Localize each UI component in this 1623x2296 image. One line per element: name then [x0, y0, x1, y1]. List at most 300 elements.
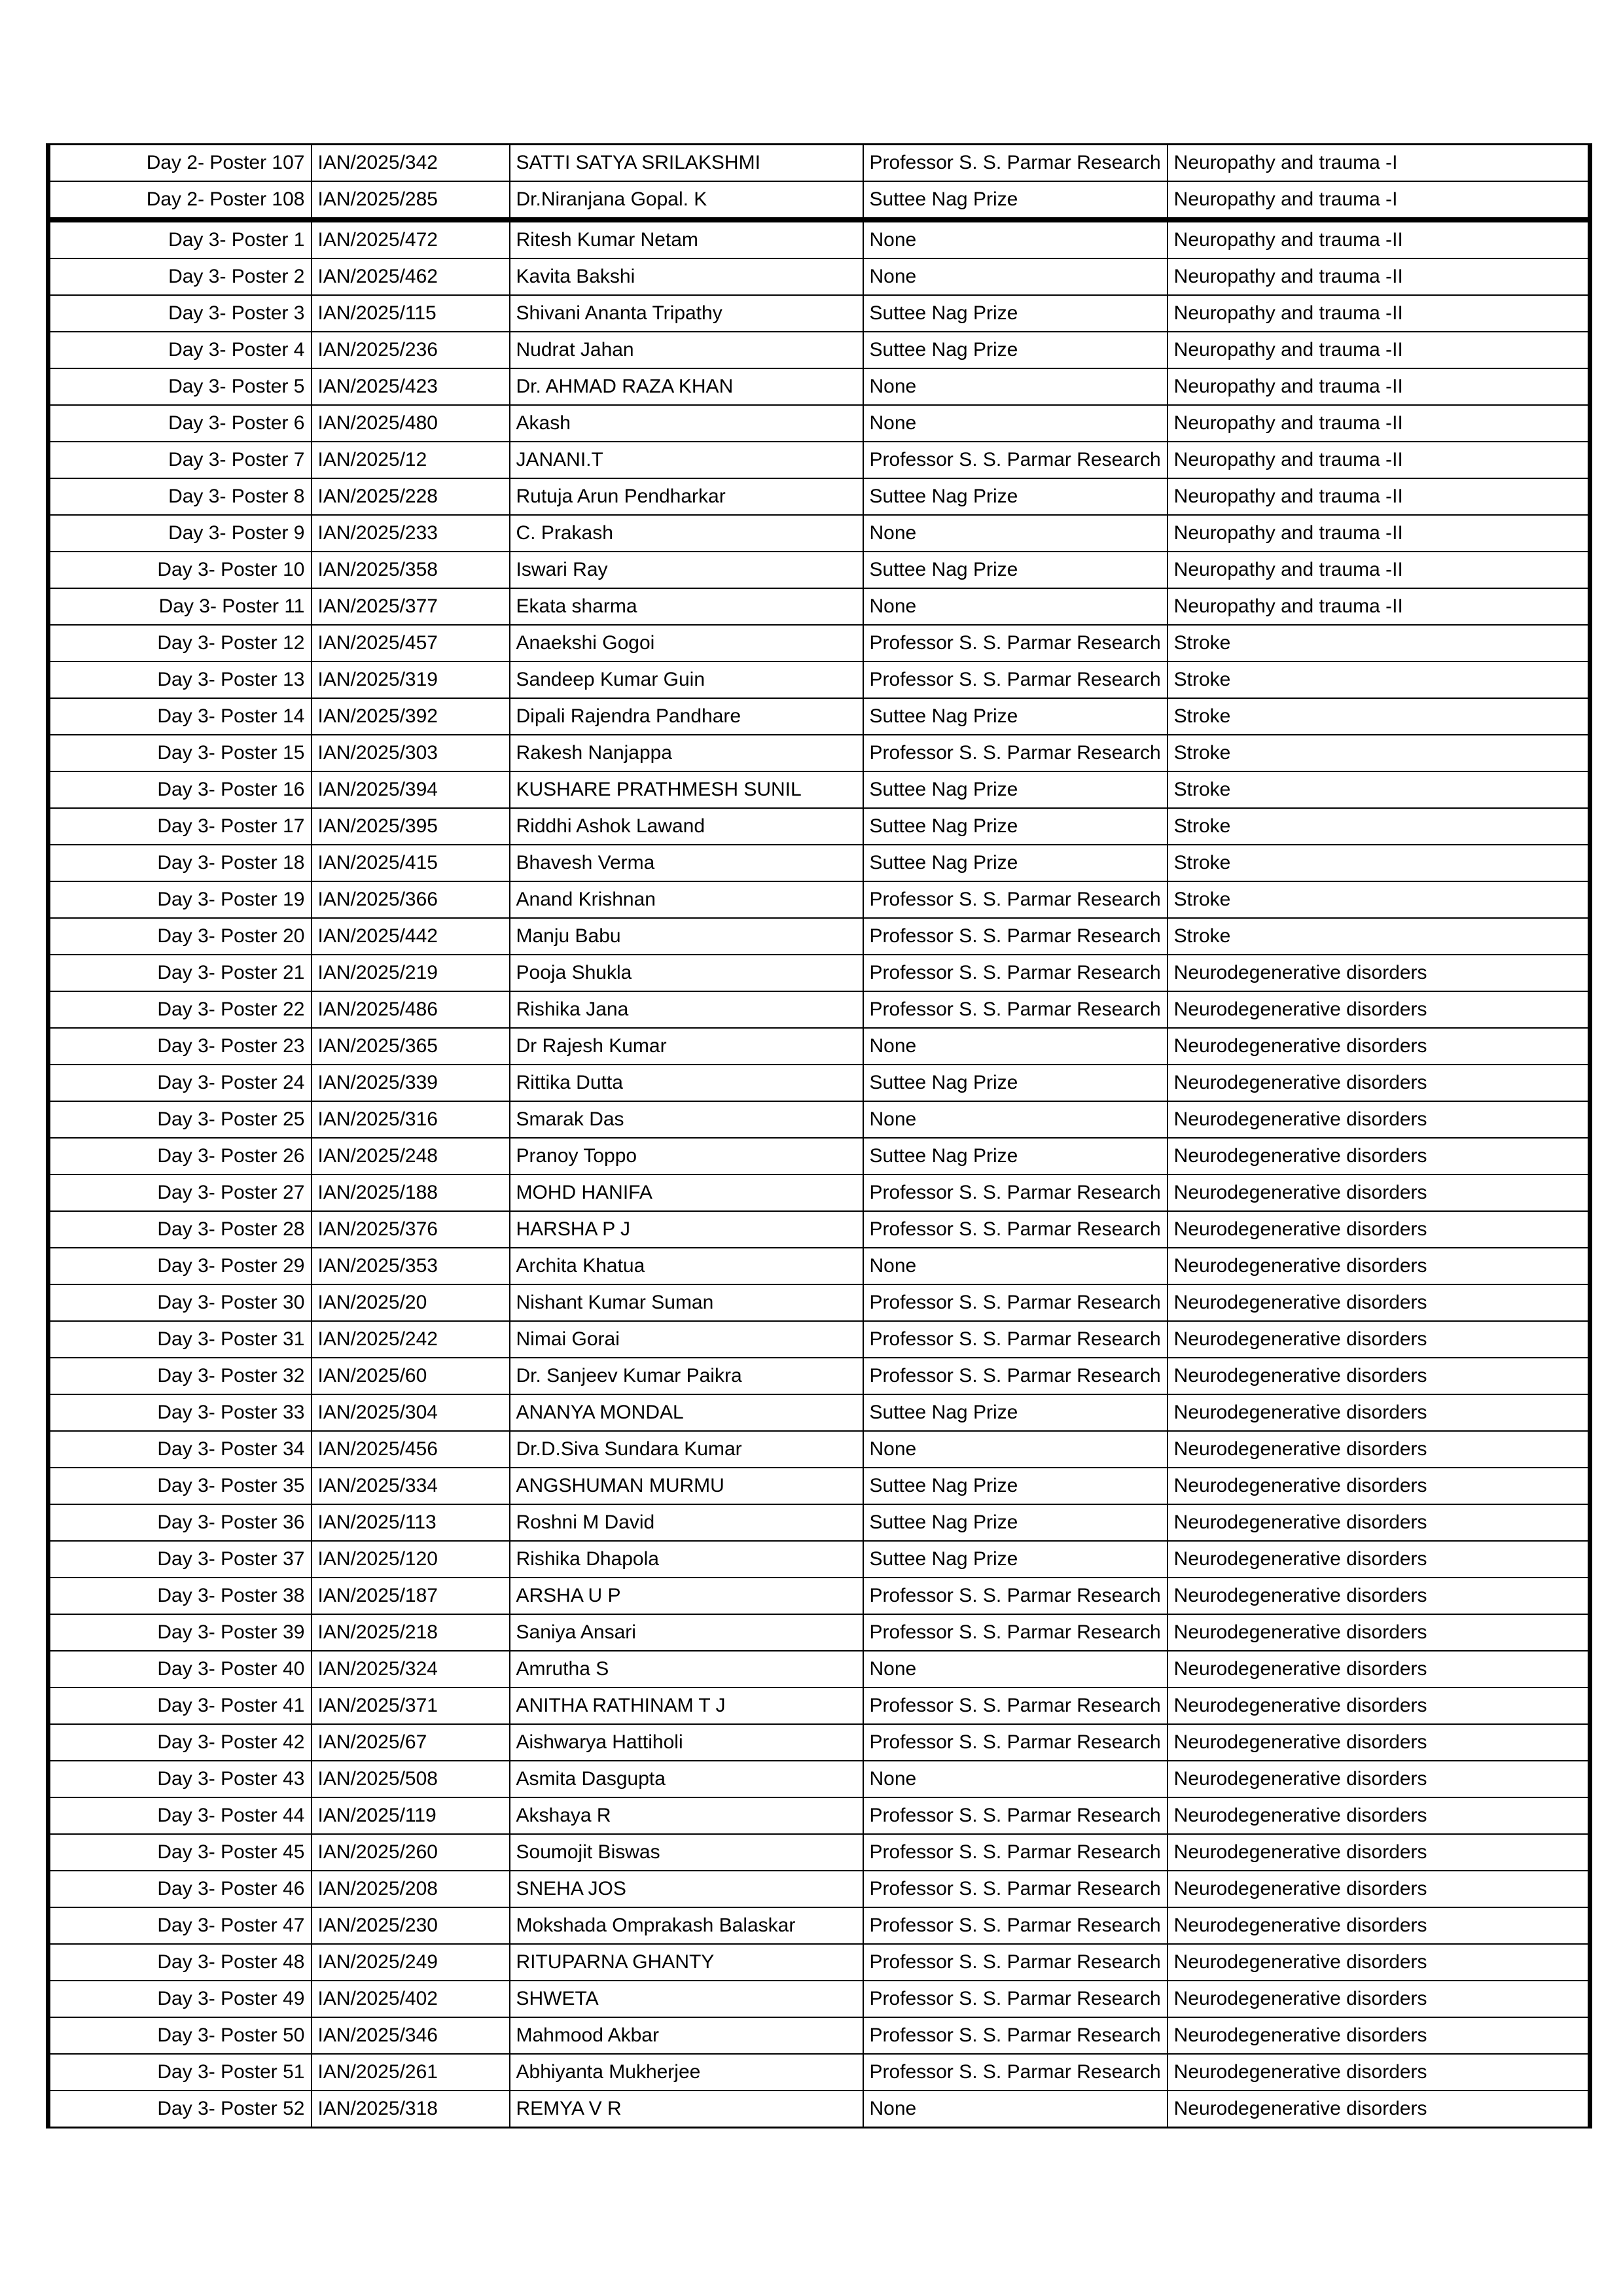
table-row: [48, 1541, 1590, 1578]
cell-id: IAN/2025/334: [312, 1468, 510, 1504]
cell-topic: Neurodegenerative disorders: [1168, 1394, 1590, 1431]
cell-name: SHWETA: [510, 1981, 863, 2017]
cell-poster: Day 3- Poster 18: [48, 845, 312, 881]
cell-topic: Stroke: [1168, 735, 1590, 771]
cell-name: Abhiyanta Mukherjee: [510, 2054, 863, 2091]
cell-poster: Day 3- Poster 20: [48, 918, 312, 955]
cell-poster: Day 3- Poster 8: [48, 478, 312, 515]
cell-id: IAN/2025/319: [312, 662, 510, 698]
table-row: [48, 2091, 1590, 2128]
cell-topic: Neurodegenerative disorders: [1168, 1687, 1590, 1724]
cell-poster: Day 3- Poster 28: [48, 1211, 312, 1248]
cell-prize: None: [863, 220, 1168, 258]
table-row: [48, 1468, 1590, 1504]
cell-topic: Neurodegenerative disorders: [1168, 1321, 1590, 1358]
table-row: [48, 181, 1590, 220]
cell-poster: Day 3- Poster 52: [48, 2091, 312, 2128]
cell-prize: Suttee Nag Prize: [863, 1065, 1168, 1101]
cell-topic: Neurodegenerative disorders: [1168, 1431, 1590, 1468]
table-row: [48, 1871, 1590, 1907]
table-row: [48, 442, 1590, 478]
table-row: [48, 1284, 1590, 1321]
cell-id: IAN/2025/20: [312, 1284, 510, 1321]
cell-name: Rutuja Arun Pendharkar: [510, 478, 863, 515]
cell-topic: Stroke: [1168, 771, 1590, 808]
cell-poster: Day 3- Poster 44: [48, 1797, 312, 1834]
cell-id: IAN/2025/339: [312, 1065, 510, 1101]
cell-prize: Suttee Nag Prize: [863, 181, 1168, 220]
cell-topic: Neuropathy and trauma -II: [1168, 295, 1590, 332]
cell-id: IAN/2025/12: [312, 442, 510, 478]
cell-prize: Professor S. S. Parmar Research: [863, 955, 1168, 991]
cell-prize: Suttee Nag Prize: [863, 332, 1168, 368]
cell-name: Asmita Dasgupta: [510, 1761, 863, 1797]
cell-prize: Professor S. S. Parmar Research: [863, 442, 1168, 478]
cell-topic: Neuropathy and trauma -II: [1168, 258, 1590, 295]
cell-id: IAN/2025/346: [312, 2017, 510, 2054]
cell-prize: Suttee Nag Prize: [863, 771, 1168, 808]
cell-name: Riddhi Ashok Lawand: [510, 808, 863, 845]
cell-poster: Day 3- Poster 36: [48, 1504, 312, 1541]
table-row: [48, 515, 1590, 552]
cell-poster: Day 3- Poster 34: [48, 1431, 312, 1468]
cell-prize: Professor S. S. Parmar Research: [863, 735, 1168, 771]
table-row: [48, 1797, 1590, 1834]
cell-poster: Day 3- Poster 6: [48, 405, 312, 442]
cell-id: IAN/2025/260: [312, 1834, 510, 1871]
table-row: [48, 1944, 1590, 1981]
cell-name: C. Prakash: [510, 515, 863, 552]
cell-id: IAN/2025/304: [312, 1394, 510, 1431]
cell-name: Roshni M David: [510, 1504, 863, 1541]
cell-topic: Neuropathy and trauma -II: [1168, 368, 1590, 405]
cell-poster: Day 3- Poster 50: [48, 2017, 312, 2054]
cell-name: Saniya Ansari: [510, 1614, 863, 1651]
cell-id: IAN/2025/394: [312, 771, 510, 808]
cell-prize: None: [863, 368, 1168, 405]
cell-poster: Day 3- Poster 14: [48, 698, 312, 735]
table-row: [48, 662, 1590, 698]
cell-topic: Neuropathy and trauma -I: [1168, 145, 1590, 182]
cell-poster: Day 3- Poster 19: [48, 881, 312, 918]
cell-id: IAN/2025/228: [312, 478, 510, 515]
cell-topic: Neurodegenerative disorders: [1168, 1174, 1590, 1211]
cell-prize: Professor S. S. Parmar Research: [863, 1614, 1168, 1651]
cell-name: KUSHARE PRATHMESH SUNIL: [510, 771, 863, 808]
table-row: [48, 955, 1590, 991]
cell-prize: Suttee Nag Prize: [863, 698, 1168, 735]
table-row: [48, 771, 1590, 808]
cell-prize: Professor S. S. Parmar Research: [863, 881, 1168, 918]
table-row: [48, 1358, 1590, 1394]
cell-poster: Day 3- Poster 51: [48, 2054, 312, 2091]
cell-poster: Day 3- Poster 4: [48, 332, 312, 368]
cell-name: ANANYA MONDAL: [510, 1394, 863, 1431]
cell-id: IAN/2025/366: [312, 881, 510, 918]
cell-prize: None: [863, 515, 1168, 552]
cell-prize: Professor S. S. Parmar Research: [863, 1578, 1168, 1614]
cell-poster: Day 3- Poster 27: [48, 1174, 312, 1211]
cell-topic: Neuropathy and trauma -II: [1168, 332, 1590, 368]
cell-prize: Professor S. S. Parmar Research: [863, 145, 1168, 182]
cell-prize: None: [863, 2091, 1168, 2128]
cell-id: IAN/2025/377: [312, 588, 510, 625]
cell-id: IAN/2025/316: [312, 1101, 510, 1138]
cell-prize: Professor S. S. Parmar Research: [863, 1834, 1168, 1871]
cell-poster: Day 3- Poster 22: [48, 991, 312, 1028]
cell-topic: Stroke: [1168, 808, 1590, 845]
cell-poster: Day 3- Poster 39: [48, 1614, 312, 1651]
table-row: [48, 1065, 1590, 1101]
cell-prize: Professor S. S. Parmar Research: [863, 662, 1168, 698]
cell-topic: Neurodegenerative disorders: [1168, 1944, 1590, 1981]
cell-name: ARSHA U P: [510, 1578, 863, 1614]
cell-topic: Neurodegenerative disorders: [1168, 1724, 1590, 1761]
cell-poster: Day 3- Poster 47: [48, 1907, 312, 1944]
cell-topic: Neurodegenerative disorders: [1168, 1797, 1590, 1834]
cell-topic: Neuropathy and trauma -I: [1168, 181, 1590, 220]
cell-prize: None: [863, 1028, 1168, 1065]
cell-name: Ekata sharma: [510, 588, 863, 625]
cell-id: IAN/2025/456: [312, 1431, 510, 1468]
cell-id: IAN/2025/188: [312, 1174, 510, 1211]
table-row: [48, 1687, 1590, 1724]
cell-id: IAN/2025/508: [312, 1761, 510, 1797]
cell-name: Ritesh Kumar Netam: [510, 220, 863, 258]
table-row: [48, 2054, 1590, 2091]
cell-poster: Day 3- Poster 26: [48, 1138, 312, 1174]
cell-topic: Neurodegenerative disorders: [1168, 955, 1590, 991]
cell-name: HARSHA P J: [510, 1211, 863, 1248]
cell-poster: Day 3- Poster 5: [48, 368, 312, 405]
cell-topic: Neurodegenerative disorders: [1168, 1761, 1590, 1797]
cell-id: IAN/2025/415: [312, 845, 510, 881]
cell-prize: Professor S. S. Parmar Research: [863, 2054, 1168, 2091]
cell-topic: Neuropathy and trauma -II: [1168, 588, 1590, 625]
cell-topic: Neurodegenerative disorders: [1168, 1834, 1590, 1871]
cell-poster: Day 3- Poster 17: [48, 808, 312, 845]
cell-name: JANANI.T: [510, 442, 863, 478]
table-row: [48, 735, 1590, 771]
cell-id: IAN/2025/120: [312, 1541, 510, 1578]
table-row: [48, 1614, 1590, 1651]
cell-prize: Professor S. S. Parmar Research: [863, 1871, 1168, 1907]
cell-prize: None: [863, 1248, 1168, 1284]
cell-poster: Day 3- Poster 24: [48, 1065, 312, 1101]
cell-id: IAN/2025/358: [312, 552, 510, 588]
cell-topic: Neuropathy and trauma -II: [1168, 442, 1590, 478]
cell-name: Rakesh Nanjappa: [510, 735, 863, 771]
cell-name: MOHD HANIFA: [510, 1174, 863, 1211]
cell-id: IAN/2025/113: [312, 1504, 510, 1541]
cell-prize: Professor S. S. Parmar Research: [863, 625, 1168, 662]
cell-id: IAN/2025/219: [312, 955, 510, 991]
cell-id: IAN/2025/392: [312, 698, 510, 735]
cell-name: Pranoy Toppo: [510, 1138, 863, 1174]
table-row: [48, 1724, 1590, 1761]
cell-id: IAN/2025/480: [312, 405, 510, 442]
cell-topic: Neuropathy and trauma -II: [1168, 478, 1590, 515]
cell-name: Nishant Kumar Suman: [510, 1284, 863, 1321]
table-row: [48, 1248, 1590, 1284]
cell-id: IAN/2025/119: [312, 1797, 510, 1834]
cell-name: Dr.D.Siva Sundara Kumar: [510, 1431, 863, 1468]
table-row: [48, 1138, 1590, 1174]
cell-name: Iswari Ray: [510, 552, 863, 588]
cell-prize: Professor S. S. Parmar Research: [863, 1724, 1168, 1761]
cell-prize: Professor S. S. Parmar Research: [863, 1284, 1168, 1321]
cell-prize: Suttee Nag Prize: [863, 845, 1168, 881]
table-row: [48, 1101, 1590, 1138]
cell-topic: Stroke: [1168, 881, 1590, 918]
cell-name: Dr. Sanjeev Kumar Paikra: [510, 1358, 863, 1394]
cell-id: IAN/2025/233: [312, 515, 510, 552]
cell-poster: Day 3- Poster 46: [48, 1871, 312, 1907]
cell-topic: Neurodegenerative disorders: [1168, 991, 1590, 1028]
cell-name: REMYA V R: [510, 2091, 863, 2128]
cell-id: IAN/2025/242: [312, 1321, 510, 1358]
cell-name: Rishika Jana: [510, 991, 863, 1028]
cell-prize: None: [863, 1761, 1168, 1797]
table-row: [48, 1834, 1590, 1871]
cell-poster: Day 3- Poster 30: [48, 1284, 312, 1321]
cell-topic: Neurodegenerative disorders: [1168, 1065, 1590, 1101]
table-row: [48, 1504, 1590, 1541]
cell-poster: Day 3- Poster 29: [48, 1248, 312, 1284]
cell-poster: Day 3- Poster 23: [48, 1028, 312, 1065]
cell-name: Akash: [510, 405, 863, 442]
cell-poster: Day 3- Poster 43: [48, 1761, 312, 1797]
cell-topic: Neurodegenerative disorders: [1168, 1248, 1590, 1284]
table-row: [48, 1394, 1590, 1431]
cell-name: RITUPARNA GHANTY: [510, 1944, 863, 1981]
cell-poster: Day 3- Poster 35: [48, 1468, 312, 1504]
table-row: [48, 808, 1590, 845]
cell-poster: Day 3- Poster 25: [48, 1101, 312, 1138]
cell-id: IAN/2025/462: [312, 258, 510, 295]
cell-topic: Neurodegenerative disorders: [1168, 1651, 1590, 1687]
cell-poster: Day 3- Poster 33: [48, 1394, 312, 1431]
cell-name: Smarak Das: [510, 1101, 863, 1138]
cell-poster: Day 3- Poster 3: [48, 295, 312, 332]
table-row: [48, 1907, 1590, 1944]
cell-name: Dr. AHMAD RAZA KHAN: [510, 368, 863, 405]
cell-prize: Professor S. S. Parmar Research: [863, 1907, 1168, 1944]
table-row: [48, 368, 1590, 405]
cell-prize: Suttee Nag Prize: [863, 808, 1168, 845]
cell-topic: Neurodegenerative disorders: [1168, 2054, 1590, 2091]
cell-id: IAN/2025/230: [312, 1907, 510, 1944]
cell-id: IAN/2025/236: [312, 332, 510, 368]
table-row: [48, 552, 1590, 588]
cell-prize: Professor S. S. Parmar Research: [863, 1174, 1168, 1211]
cell-poster: Day 3- Poster 7: [48, 442, 312, 478]
cell-id: IAN/2025/60: [312, 1358, 510, 1394]
poster-schedule-table: [46, 143, 1592, 2128]
cell-poster: Day 3- Poster 45: [48, 1834, 312, 1871]
cell-prize: Suttee Nag Prize: [863, 552, 1168, 588]
cell-prize: Suttee Nag Prize: [863, 1468, 1168, 1504]
cell-id: IAN/2025/472: [312, 220, 510, 258]
cell-id: IAN/2025/248: [312, 1138, 510, 1174]
cell-id: IAN/2025/218: [312, 1614, 510, 1651]
table-row: [48, 1321, 1590, 1358]
cell-name: SATTI SATYA SRILAKSHMI: [510, 145, 863, 182]
cell-poster: Day 3- Poster 49: [48, 1981, 312, 2017]
cell-prize: Suttee Nag Prize: [863, 1504, 1168, 1541]
cell-poster: Day 3- Poster 2: [48, 258, 312, 295]
cell-prize: Professor S. S. Parmar Research: [863, 2017, 1168, 2054]
cell-name: Archita Khatua: [510, 1248, 863, 1284]
cell-topic: Neurodegenerative disorders: [1168, 1907, 1590, 1944]
cell-poster: Day 3- Poster 32: [48, 1358, 312, 1394]
table-row: [48, 918, 1590, 955]
cell-prize: Professor S. S. Parmar Research: [863, 1687, 1168, 1724]
cell-id: IAN/2025/324: [312, 1651, 510, 1687]
cell-prize: Suttee Nag Prize: [863, 295, 1168, 332]
cell-poster: Day 3- Poster 16: [48, 771, 312, 808]
table-row: [48, 478, 1590, 515]
cell-poster: Day 3- Poster 15: [48, 735, 312, 771]
table-row: [48, 1431, 1590, 1468]
cell-topic: Neurodegenerative disorders: [1168, 1284, 1590, 1321]
cell-name: Aishwarya Hattiholi: [510, 1724, 863, 1761]
cell-poster: Day 2- Poster 108: [48, 181, 312, 220]
cell-poster: Day 3- Poster 42: [48, 1724, 312, 1761]
cell-poster: Day 2- Poster 107: [48, 145, 312, 182]
table-row: [48, 1174, 1590, 1211]
cell-id: IAN/2025/303: [312, 735, 510, 771]
table-row: [48, 405, 1590, 442]
cell-name: Rittika Dutta: [510, 1065, 863, 1101]
cell-prize: Suttee Nag Prize: [863, 1541, 1168, 1578]
cell-topic: Neurodegenerative disorders: [1168, 1541, 1590, 1578]
table-row: [48, 845, 1590, 881]
cell-topic: Neurodegenerative disorders: [1168, 2091, 1590, 2128]
cell-topic: Neuropathy and trauma -II: [1168, 515, 1590, 552]
table-row: [48, 991, 1590, 1028]
cell-poster: Day 3- Poster 9: [48, 515, 312, 552]
cell-name: Shivani Ananta Tripathy: [510, 295, 863, 332]
cell-name: Nimai Gorai: [510, 1321, 863, 1358]
cell-topic: Neurodegenerative disorders: [1168, 1871, 1590, 1907]
cell-id: IAN/2025/395: [312, 808, 510, 845]
cell-prize: Suttee Nag Prize: [863, 1394, 1168, 1431]
cell-prize: Professor S. S. Parmar Research: [863, 1797, 1168, 1834]
cell-prize: Suttee Nag Prize: [863, 478, 1168, 515]
cell-topic: Neurodegenerative disorders: [1168, 2017, 1590, 2054]
cell-id: IAN/2025/457: [312, 625, 510, 662]
cell-topic: Stroke: [1168, 625, 1590, 662]
cell-poster: Day 3- Poster 12: [48, 625, 312, 662]
cell-poster: Day 3- Poster 37: [48, 1541, 312, 1578]
cell-prize: Professor S. S. Parmar Research: [863, 1981, 1168, 2017]
cell-poster: Day 3- Poster 1: [48, 220, 312, 258]
table-row: [48, 1028, 1590, 1065]
table-row: [48, 1981, 1590, 2017]
cell-id: IAN/2025/342: [312, 145, 510, 182]
cell-name: ANITHA RATHINAM T J: [510, 1687, 863, 1724]
cell-topic: Stroke: [1168, 698, 1590, 735]
cell-name: SNEHA JOS: [510, 1871, 863, 1907]
table-row: [48, 1761, 1590, 1797]
cell-name: Dr Rajesh Kumar: [510, 1028, 863, 1065]
cell-name: Anaekshi Gogoi: [510, 625, 863, 662]
cell-name: Mahmood Akbar: [510, 2017, 863, 2054]
cell-id: IAN/2025/353: [312, 1248, 510, 1284]
table-row: [48, 698, 1590, 735]
cell-topic: Stroke: [1168, 845, 1590, 881]
cell-prize: Professor S. S. Parmar Research: [863, 1944, 1168, 1981]
cell-id: IAN/2025/365: [312, 1028, 510, 1065]
cell-id: IAN/2025/208: [312, 1871, 510, 1907]
cell-topic: Neuropathy and trauma -II: [1168, 220, 1590, 258]
cell-topic: Neurodegenerative disorders: [1168, 1614, 1590, 1651]
cell-poster: Day 3- Poster 38: [48, 1578, 312, 1614]
cell-prize: Professor S. S. Parmar Research: [863, 991, 1168, 1028]
cell-topic: Neurodegenerative disorders: [1168, 1504, 1590, 1541]
cell-prize: Professor S. S. Parmar Research: [863, 1211, 1168, 1248]
table-row: [48, 1651, 1590, 1687]
cell-id: IAN/2025/249: [312, 1944, 510, 1981]
cell-prize: None: [863, 1651, 1168, 1687]
cell-name: Dipali Rajendra Pandhare: [510, 698, 863, 735]
cell-id: IAN/2025/371: [312, 1687, 510, 1724]
table-row: [48, 220, 1590, 258]
cell-poster: Day 3- Poster 11: [48, 588, 312, 625]
cell-name: Kavita Bakshi: [510, 258, 863, 295]
cell-topic: Neurodegenerative disorders: [1168, 1211, 1590, 1248]
cell-topic: Stroke: [1168, 662, 1590, 698]
cell-poster: Day 3- Poster 21: [48, 955, 312, 991]
cell-id: IAN/2025/486: [312, 991, 510, 1028]
cell-name: Sandeep Kumar Guin: [510, 662, 863, 698]
table-row: [48, 295, 1590, 332]
cell-topic: Neurodegenerative disorders: [1168, 1138, 1590, 1174]
cell-poster: Day 3- Poster 31: [48, 1321, 312, 1358]
cell-poster: Day 3- Poster 41: [48, 1687, 312, 1724]
cell-poster: Day 3- Poster 10: [48, 552, 312, 588]
cell-prize: Professor S. S. Parmar Research: [863, 1358, 1168, 1394]
cell-topic: Neurodegenerative disorders: [1168, 1578, 1590, 1614]
cell-topic: Neurodegenerative disorders: [1168, 1028, 1590, 1065]
cell-poster: Day 3- Poster 13: [48, 662, 312, 698]
cell-topic: Neurodegenerative disorders: [1168, 1981, 1590, 2017]
cell-id: IAN/2025/376: [312, 1211, 510, 1248]
cell-prize: None: [863, 588, 1168, 625]
table-row: [48, 258, 1590, 295]
cell-name: Bhavesh Verma: [510, 845, 863, 881]
cell-prize: Suttee Nag Prize: [863, 1138, 1168, 1174]
table-row: [48, 1578, 1590, 1614]
table-row: [48, 881, 1590, 918]
cell-name: Mokshada Omprakash Balaskar: [510, 1907, 863, 1944]
cell-name: Soumojit Biswas: [510, 1834, 863, 1871]
cell-name: Pooja Shukla: [510, 955, 863, 991]
cell-id: IAN/2025/285: [312, 181, 510, 220]
cell-id: IAN/2025/187: [312, 1578, 510, 1614]
cell-poster: Day 3- Poster 40: [48, 1651, 312, 1687]
cell-id: IAN/2025/423: [312, 368, 510, 405]
cell-id: IAN/2025/318: [312, 2091, 510, 2128]
cell-name: ANGSHUMAN MURMU: [510, 1468, 863, 1504]
cell-topic: Neurodegenerative disorders: [1168, 1358, 1590, 1394]
cell-name: Anand Krishnan: [510, 881, 863, 918]
table-row: [48, 145, 1590, 182]
cell-poster: Day 3- Poster 48: [48, 1944, 312, 1981]
table-row: [48, 2017, 1590, 2054]
cell-name: Manju Babu: [510, 918, 863, 955]
